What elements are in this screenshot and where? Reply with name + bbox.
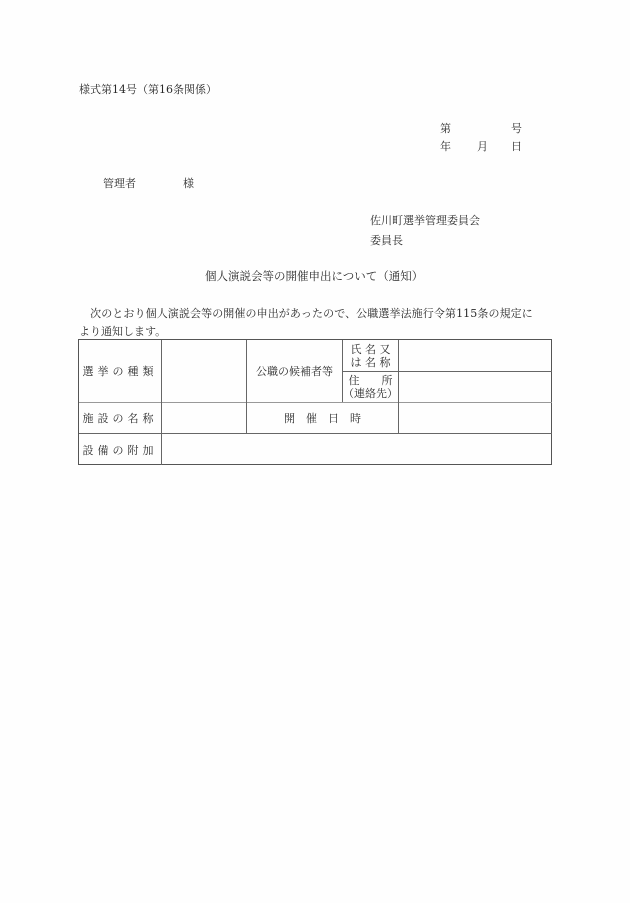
election-type-value[interactable] — [162, 340, 246, 402]
datetime-label: 開 催 日 時 — [284, 412, 361, 425]
addressee — [103, 175, 194, 191]
notification-table — [78, 339, 552, 465]
date-day: 日 — [511, 140, 522, 153]
election-type-label: 選挙の種類 — [82, 365, 158, 378]
address-label-line1: 住 所 — [348, 374, 393, 387]
sender-title: 委員長 — [370, 234, 403, 247]
facility-value[interactable] — [162, 403, 246, 433]
date-year: 年 — [440, 140, 451, 153]
candidate-label: 公職の候補者等 — [256, 365, 333, 378]
addressee-name: 管理者 — [103, 177, 136, 190]
issue-number-prefix: 第 — [440, 122, 451, 135]
facility-label: 施設の名称 — [82, 412, 158, 425]
document-title: 個人演説会等の開催申出について（通知） — [205, 269, 424, 283]
name-label-line1: 氏 名 又 — [350, 342, 391, 356]
addressee-honorific: 様 — [183, 177, 194, 190]
body-line-1: 次のとおり個人演説会等の開催の申出があったので、公職選挙法施行令第115条の規定に — [79, 307, 533, 320]
datetime-value[interactable] — [399, 403, 552, 433]
issue-date — [440, 138, 522, 154]
issue-number-suffix: 号 — [511, 122, 522, 135]
name-label — [343, 340, 398, 371]
address-label — [343, 372, 398, 402]
equipment-label: 設備の附加 — [82, 443, 158, 457]
body-line-2: より通知します。 — [79, 325, 167, 338]
form-number: 様式第14号（第16条関係） — [79, 83, 217, 96]
address-label-line2: （連絡先） — [343, 387, 398, 400]
issue-number — [440, 120, 522, 136]
address-value[interactable] — [399, 372, 552, 402]
equipment-value[interactable] — [162, 434, 552, 465]
sender-organization: 佐川町選挙管理委員会 — [370, 214, 480, 227]
name-label-line2: は 名 称 — [350, 355, 391, 369]
date-month: 月 — [477, 140, 488, 153]
name-value[interactable] — [399, 340, 552, 371]
